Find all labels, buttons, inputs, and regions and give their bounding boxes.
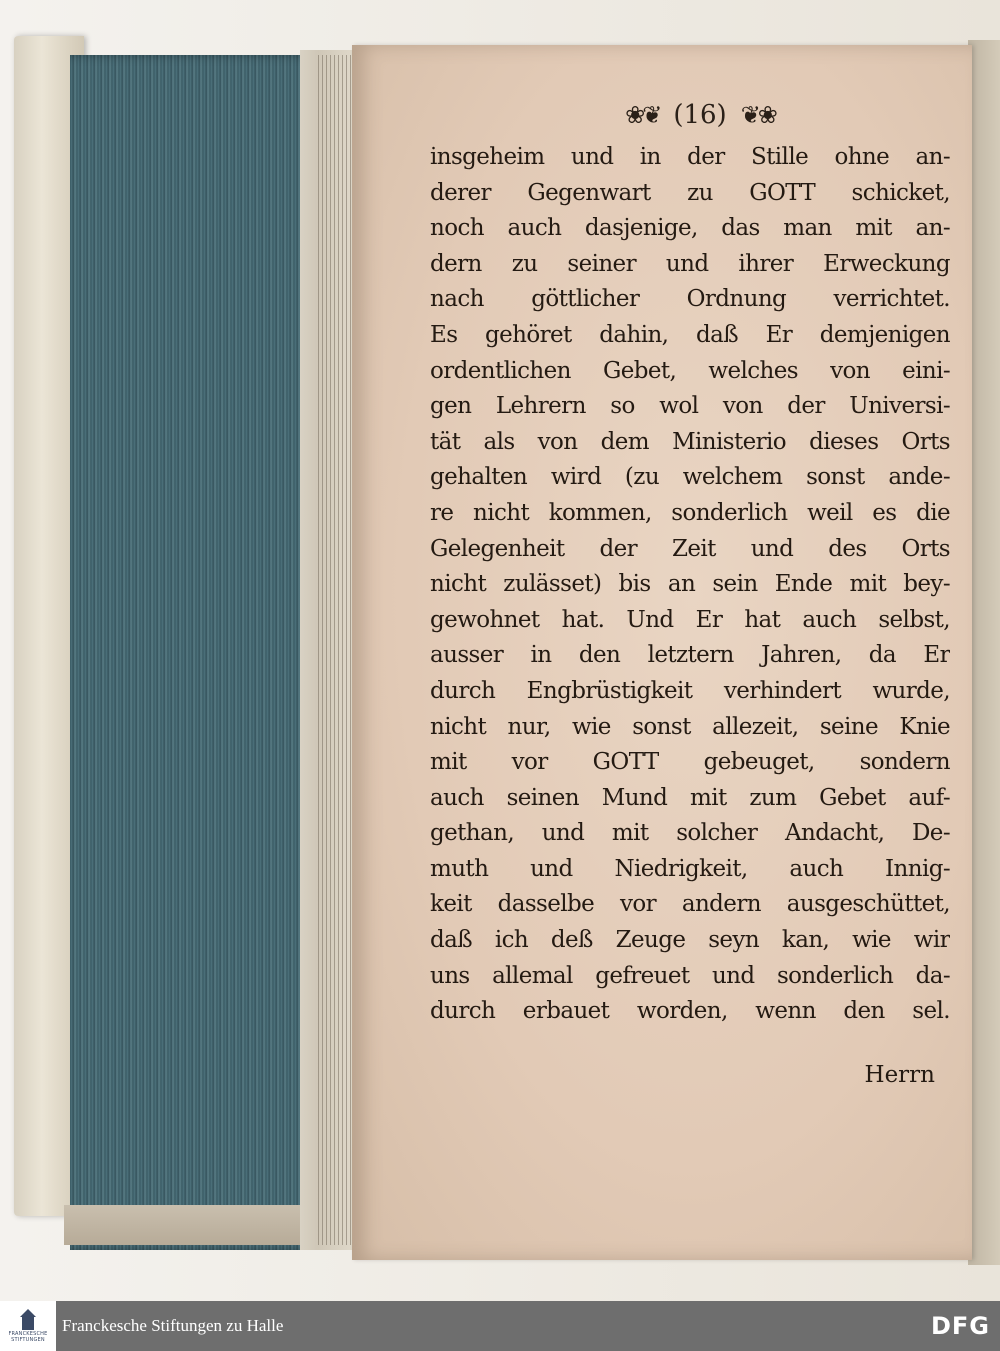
- text-line: noch auch dasjenige, das man mit an-: [430, 215, 950, 242]
- franckesche-logo[interactable]: [0, 1301, 56, 1351]
- footer-bar: [0, 1301, 1000, 1351]
- text-line: gewohnet hat. Und Er hat auch selbst,: [430, 606, 950, 633]
- text-line: muth und Niedrigkeit, auch Innig-: [430, 855, 950, 882]
- page-header: [585, 95, 815, 135]
- text-line: dern zu seiner und ihrer Erweckung: [430, 250, 950, 277]
- text-line: auch seinen Mund mit zum Gebet auf-: [430, 784, 950, 811]
- text-line: nicht zulässet) bis an sein Ende mit bey-: [430, 571, 950, 598]
- text-line: daß ich deß Zeuge seyn kan, wie wir: [430, 927, 950, 954]
- footer-institution-title[interactable]: Franckesche Stiftungen zu Halle: [62, 1316, 284, 1335]
- text-line: gen Lehrern so wol von der Universi-: [430, 393, 950, 420]
- text-line: nicht nur, wie sonst allezeit, seine Knie: [430, 713, 950, 740]
- ornament-left-icon: ❀❦: [625, 101, 660, 129]
- building-icon: [19, 1309, 37, 1331]
- text-line: Es gehöret dahin, daß Er demjenigen: [430, 321, 950, 348]
- page-block-edge: [70, 55, 318, 1250]
- dfg-logo[interactable]: DFG: [930, 1312, 990, 1340]
- text-line: mit vor GOTT gebeuget, sondern: [430, 749, 950, 776]
- text-line: ordentlichen Gebet, welches von eini-: [430, 357, 950, 384]
- page-number: (16): [673, 100, 727, 130]
- text-line: durch erbauet worden, wenn den sel.: [430, 998, 950, 1025]
- page-text: [430, 140, 950, 1030]
- text-line: re nicht kommen, sonderlich weil es die: [430, 499, 950, 526]
- text-line: keit dasselbe vor andern ausgeschüttet,: [430, 891, 950, 918]
- text-line: ausser in den letztern Jahren, da Er: [430, 642, 950, 669]
- catchword: Herrn: [864, 1062, 935, 1088]
- text-line: Gelegenheit der Zeit und des Orts: [430, 535, 950, 562]
- text-line: gehalten wird (zu welchem sonst ande-: [430, 464, 950, 491]
- text-line: insgeheim und in der Stille ohne an-: [430, 144, 950, 170]
- logo-text-line2: STIFTUNGEN: [11, 1337, 45, 1343]
- text-line: derer Gegenwart zu GOTT schicket,: [430, 179, 950, 206]
- ornament-right-icon: ❦❀: [740, 101, 775, 129]
- text-line: durch Engbrüstigkeit verhindert wurde,: [430, 677, 950, 704]
- page-block-bottom: [64, 1205, 318, 1245]
- right-leaf-edge: [968, 40, 1000, 1265]
- text-line: nach göttlicher Ordnung verrichtet.: [430, 286, 950, 313]
- logo-text-line1: FRANCKESCHE: [8, 1331, 48, 1337]
- text-line: uns allemal gefreuet und sonderlich da-: [430, 962, 950, 989]
- text-line: tät als von dem Ministerio dieses Orts: [430, 428, 950, 455]
- text-line: gethan, und mit solcher Andacht, De-: [430, 820, 950, 847]
